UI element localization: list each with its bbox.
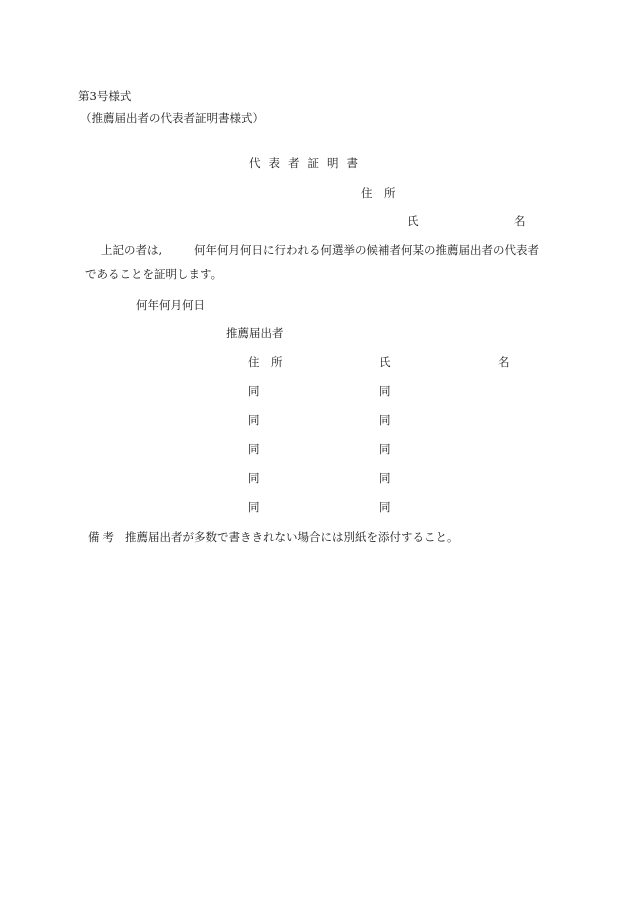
document-title: 代表者証明書 [249,156,366,170]
nominators-heading: 推薦届出者 [226,326,284,340]
representative-name-label-right: 名 [514,214,526,228]
nominator-address: 同 [248,471,260,485]
form-subtitle: （推薦届出者の代表者証明書様式） [80,111,264,125]
representative-address-label: 住 所 [361,186,396,200]
body-line1-main: 何年何月何日に行われる何選挙の候補者何某の推薦届出者の代表者 [194,243,539,257]
nominator-address: 同 [248,500,260,514]
body-line2: であることを証明します。 [85,267,223,281]
nominator-address: 同 [248,413,260,427]
nominators-col-address: 住 所 [248,355,283,369]
nominator-address: 同 [248,384,260,398]
certification-date: 何年何月何日 [136,298,205,312]
body-line1-prefix: 上記の者は, [101,243,163,257]
nominator-name: 同 [379,384,391,398]
nominator-name: 同 [379,471,391,485]
remark-text: 推薦届出者が多数で書ききれない場合には別紙を添付すること。 [125,530,459,544]
nominator-address: 同 [248,442,260,456]
nominator-name: 同 [379,413,391,427]
nominators-col-name-right: 名 [498,355,510,369]
nominator-name: 同 [379,442,391,456]
remark-label: 備考 [88,530,117,544]
form-number: 第3号様式 [78,89,132,103]
representative-name-label-left: 氏 [407,214,419,228]
nominators-col-name-left: 氏 [379,355,391,369]
nominator-name: 同 [379,500,391,514]
